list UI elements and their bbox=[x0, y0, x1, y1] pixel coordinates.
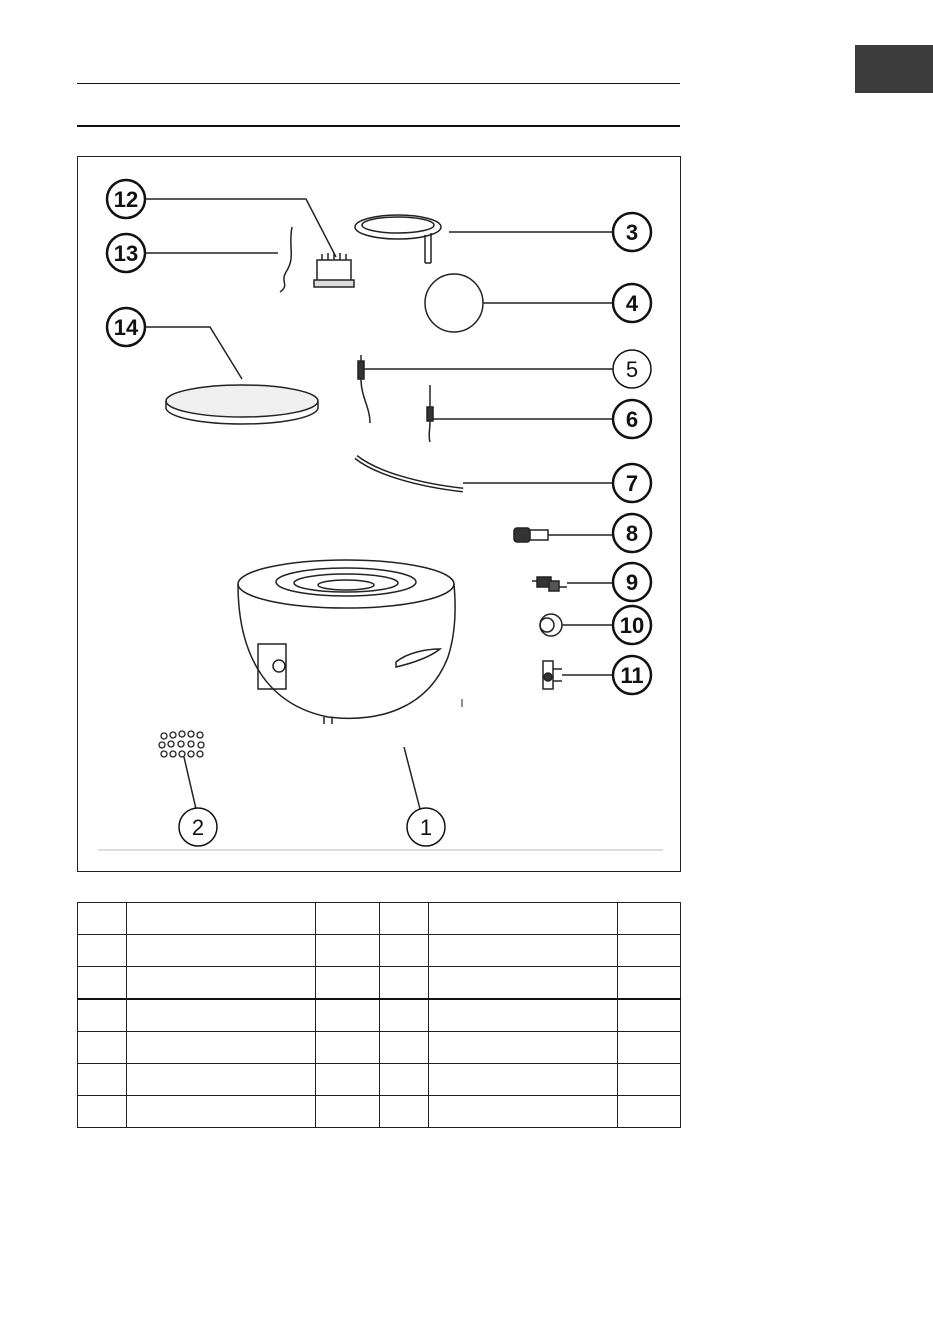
table-cell bbox=[316, 999, 380, 1032]
callout-label: 9 bbox=[625, 570, 639, 595]
table-row bbox=[78, 999, 681, 1032]
table-cell bbox=[316, 967, 380, 1000]
table-cell bbox=[380, 967, 429, 1000]
part-11-illustration bbox=[543, 661, 562, 689]
table-row bbox=[78, 1096, 681, 1128]
table-cell bbox=[380, 903, 429, 935]
callout-5 bbox=[613, 350, 651, 388]
table-cell bbox=[429, 1096, 618, 1128]
table-cell bbox=[618, 1064, 681, 1096]
part-2-illustration bbox=[159, 731, 204, 757]
table-cell bbox=[78, 967, 127, 1000]
callout-label: 12 bbox=[113, 187, 139, 212]
table-cell bbox=[380, 935, 429, 967]
table-row bbox=[78, 1064, 681, 1096]
part-8-illustration bbox=[514, 528, 548, 542]
callout-12 bbox=[107, 180, 145, 218]
table-cell bbox=[78, 1064, 127, 1096]
callout-label: 11 bbox=[620, 663, 644, 688]
table-cell bbox=[127, 935, 316, 967]
callout-label: 14 bbox=[113, 315, 139, 340]
table-cell bbox=[127, 1064, 316, 1096]
table-cell bbox=[127, 903, 316, 935]
part-6-illustration bbox=[427, 385, 433, 442]
callout-label: 5 bbox=[625, 357, 639, 382]
table-cell bbox=[380, 1064, 429, 1096]
callout-11 bbox=[613, 656, 651, 694]
callout-label: 3 bbox=[625, 220, 639, 245]
callout-9 bbox=[613, 563, 651, 601]
table-cell bbox=[316, 1064, 380, 1096]
callout-label: 2 bbox=[191, 815, 205, 840]
table-cell bbox=[78, 1032, 127, 1064]
callout-label: 8 bbox=[625, 521, 639, 546]
table-cell bbox=[380, 1096, 429, 1128]
table-cell bbox=[618, 999, 681, 1032]
table-row bbox=[78, 967, 681, 1000]
parts-table bbox=[77, 902, 681, 1128]
table-cell bbox=[78, 999, 127, 1032]
table-cell bbox=[316, 1032, 380, 1064]
table-cell bbox=[618, 903, 681, 935]
part-12-illustration bbox=[314, 253, 354, 287]
table-cell bbox=[380, 1032, 429, 1064]
table-cell bbox=[618, 1096, 681, 1128]
table-cell bbox=[78, 1096, 127, 1128]
table-cell bbox=[127, 967, 316, 1000]
part-7-illustration bbox=[356, 457, 463, 490]
part-14-illustration bbox=[166, 385, 318, 424]
table-cell bbox=[316, 1096, 380, 1128]
table-cell bbox=[429, 903, 618, 935]
part-3-illustration bbox=[355, 215, 441, 263]
part-9-illustration bbox=[532, 577, 567, 591]
part-4-illustration bbox=[425, 274, 483, 332]
table-cell bbox=[127, 1096, 316, 1128]
callout-8 bbox=[613, 514, 651, 552]
table-cell bbox=[618, 935, 681, 967]
callout-label: 1 bbox=[419, 815, 433, 840]
table-cell bbox=[618, 1032, 681, 1064]
part-1-illustration bbox=[238, 560, 455, 724]
callout-4 bbox=[613, 284, 651, 322]
parts-table-body bbox=[78, 903, 681, 1128]
language-tab bbox=[855, 45, 933, 93]
part-5-illustration bbox=[358, 355, 370, 423]
table-cell bbox=[429, 1032, 618, 1064]
callout-1 bbox=[407, 808, 445, 846]
parts-diagram-svg bbox=[78, 157, 680, 871]
table-cell bbox=[618, 967, 681, 1000]
header-rule-top bbox=[77, 83, 680, 84]
table-cell bbox=[316, 935, 380, 967]
callout-14 bbox=[107, 308, 145, 346]
callout-label: 10 bbox=[619, 613, 645, 638]
table-cell bbox=[78, 935, 127, 967]
table-cell bbox=[429, 935, 618, 967]
part-13-illustration bbox=[280, 227, 292, 292]
callout-13 bbox=[107, 234, 145, 272]
table-row bbox=[78, 1032, 681, 1064]
table-cell bbox=[429, 999, 618, 1032]
table-cell bbox=[78, 903, 127, 935]
table-cell bbox=[429, 967, 618, 1000]
table-row bbox=[78, 903, 681, 935]
callout-6 bbox=[613, 400, 651, 438]
table-cell bbox=[429, 1064, 618, 1096]
table-row bbox=[78, 935, 681, 967]
callout-label: 4 bbox=[625, 291, 639, 316]
table-cell bbox=[127, 999, 316, 1032]
callout-10 bbox=[613, 606, 651, 644]
callout-7 bbox=[613, 464, 651, 502]
part-10-illustration bbox=[540, 614, 562, 636]
table-cell bbox=[380, 999, 429, 1032]
callout-label: 7 bbox=[625, 471, 639, 496]
callout-label: 6 bbox=[625, 407, 639, 432]
parts-diagram bbox=[77, 156, 681, 872]
table-cell bbox=[316, 903, 380, 935]
callout-label: 13 bbox=[113, 241, 139, 266]
header-rule-bottom bbox=[77, 125, 680, 127]
table-cell bbox=[127, 1032, 316, 1064]
callout-3 bbox=[613, 213, 651, 251]
callout-2 bbox=[179, 808, 217, 846]
